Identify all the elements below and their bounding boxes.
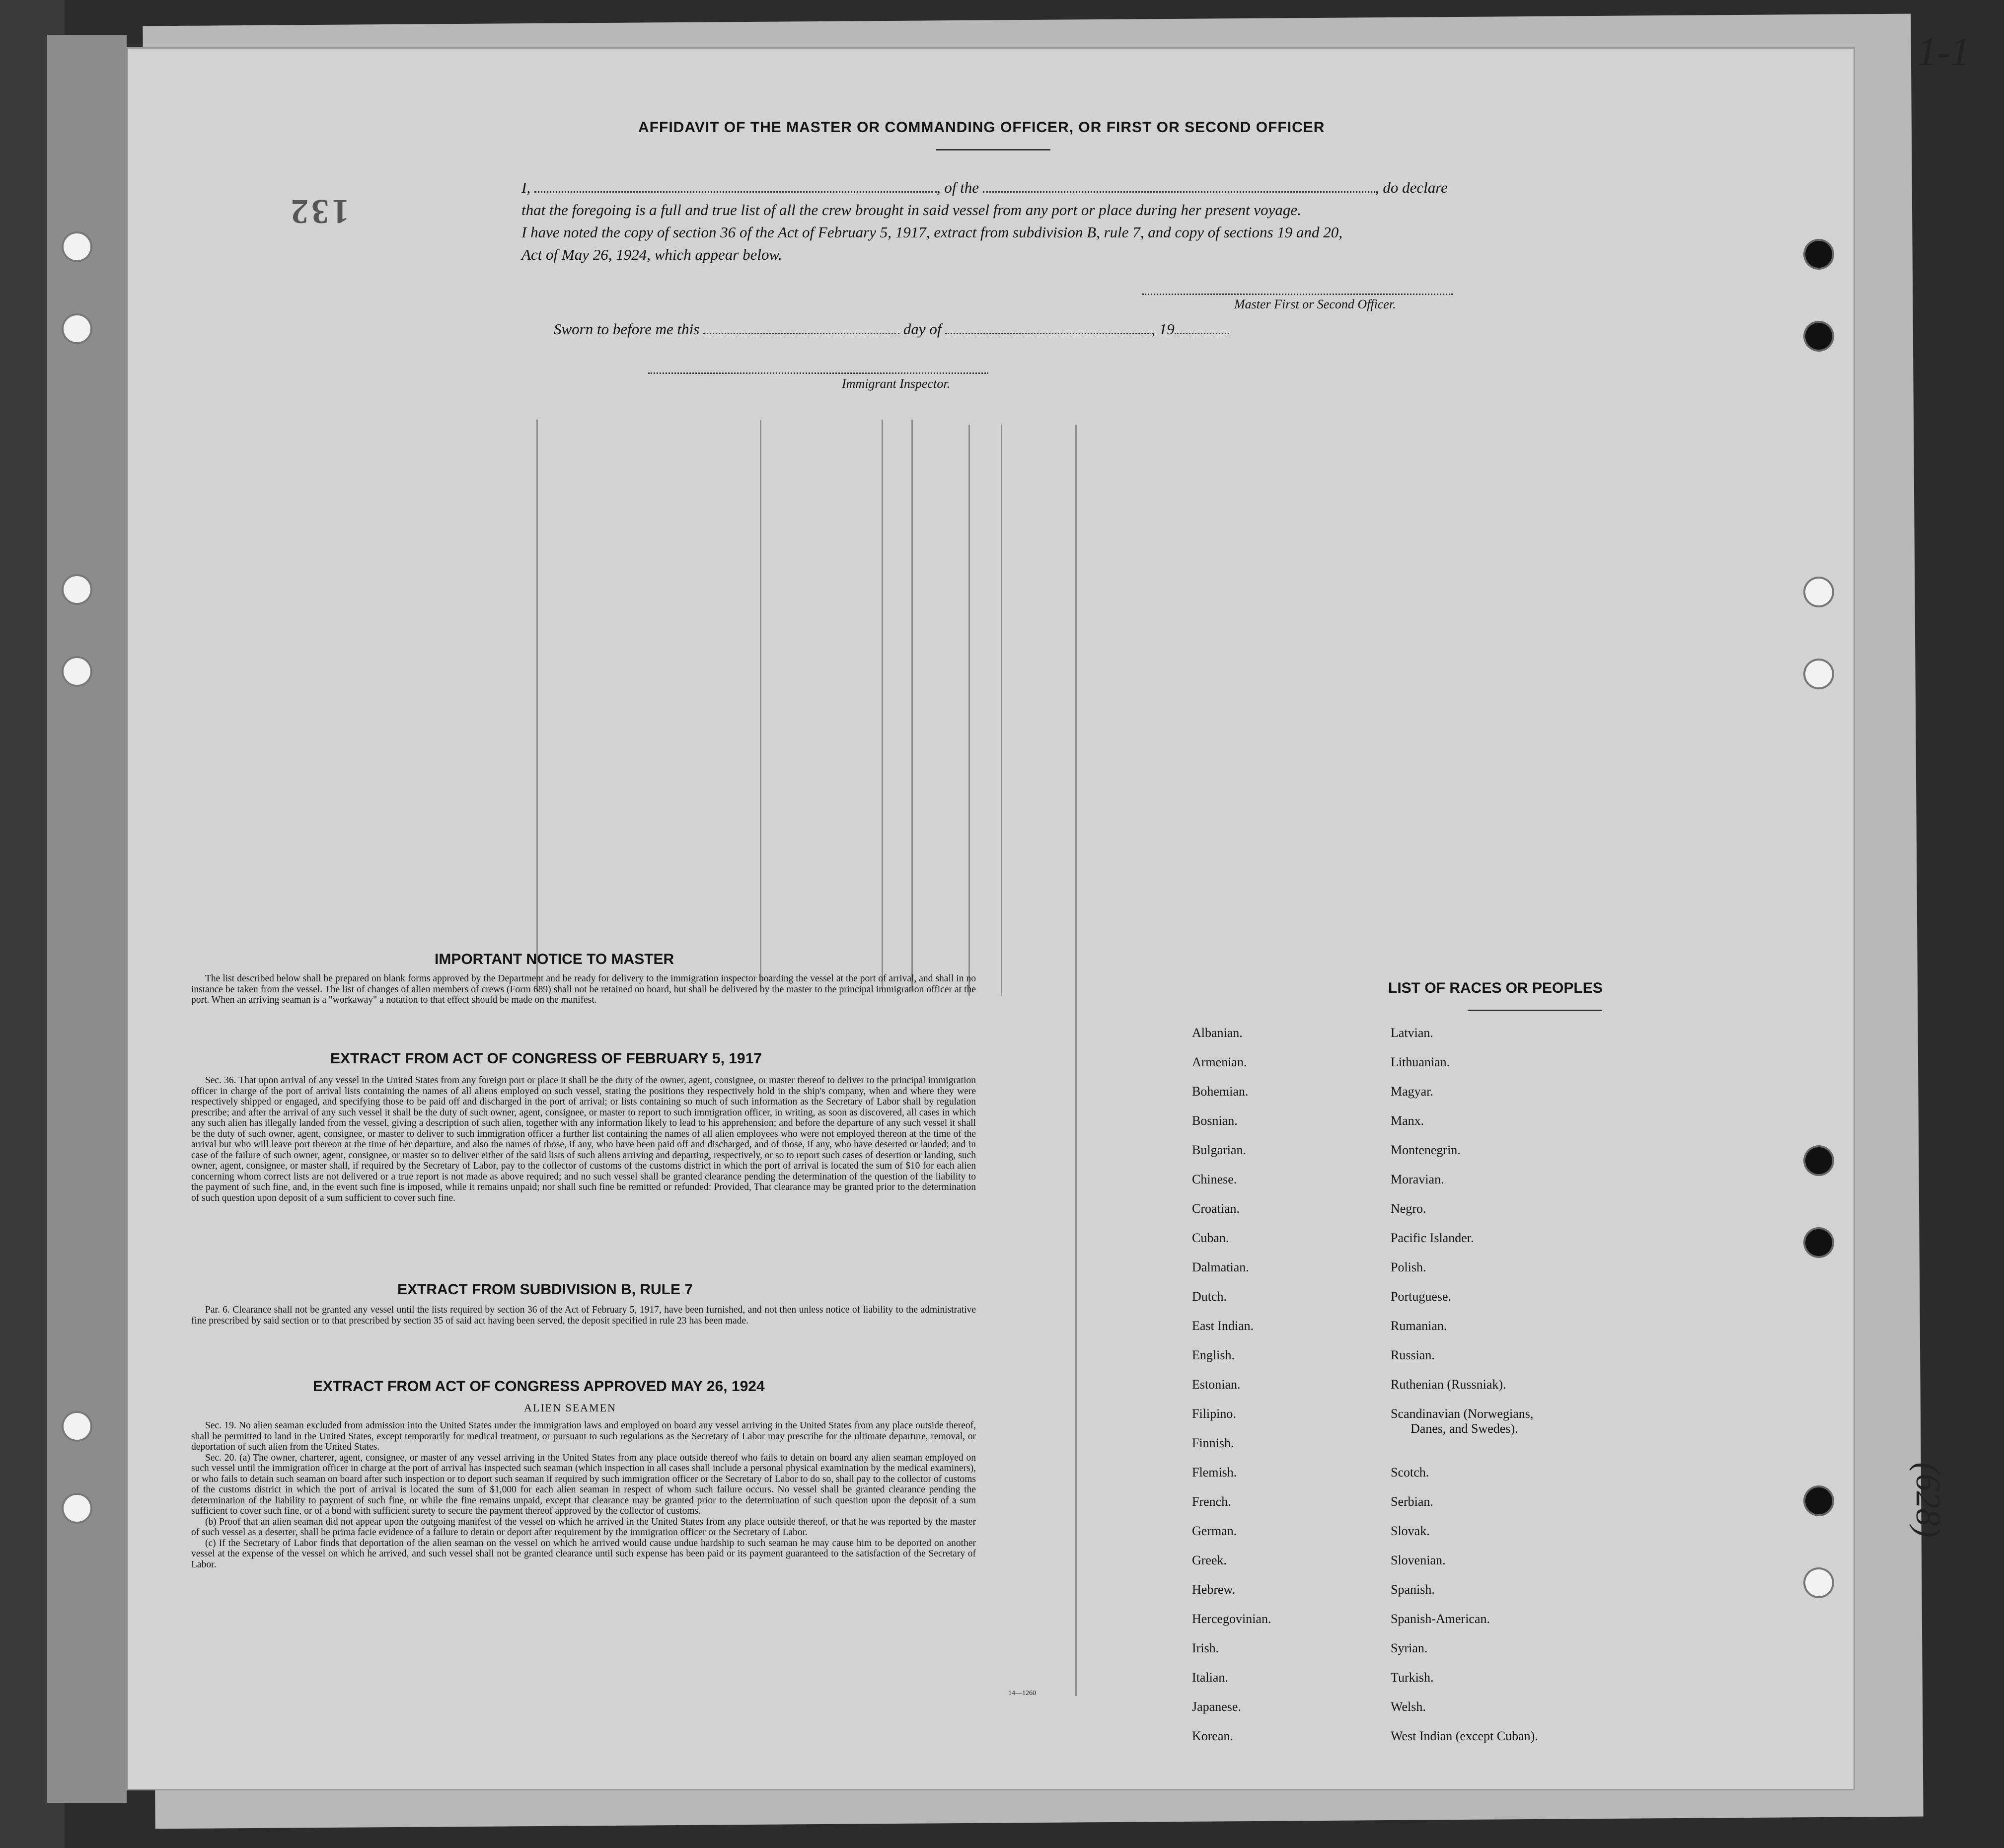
race-left-item: East Indian.	[1192, 1319, 1254, 1333]
column-line	[1075, 425, 1077, 1696]
affidavit-of-the: , of the	[936, 179, 979, 196]
race-left-item: French.	[1192, 1494, 1231, 1509]
binder-hole	[64, 576, 90, 603]
affidavit-line-1	[521, 179, 1448, 197]
column-line	[1001, 425, 1002, 996]
page-number: 132	[288, 192, 349, 230]
corner-handwritten-mark: 1-1	[1917, 30, 1970, 74]
race-right-item: Scotch.	[1391, 1465, 1429, 1479]
race-left-item: Filipino.	[1192, 1406, 1236, 1421]
section-19-paragraph: Sec. 19. No alien seaman excluded from admission into the United States under the immigration laws and employed on board any vessel arriving in the United States from any place outside thereof, shall be permitted to land in the United States, except temporarily for medical treatment, or pursuant to such regulations as the Secretary of Labor may prescribe for the ultimate departure, removal, or deportation of such alien from the United States.	[191, 1420, 976, 1452]
race-left-item: Irish.	[1192, 1641, 1219, 1655]
year-blank	[1175, 321, 1229, 334]
race-right-item: Montenegrin.	[1391, 1143, 1461, 1157]
race-left-item: Albanian.	[1192, 1026, 1243, 1040]
races-heading: LIST OF RACES OR PEOPLES	[1388, 980, 1603, 996]
binder-hole	[64, 315, 90, 342]
race-left-item: Finnish.	[1192, 1436, 1234, 1450]
alien-seamen-subheading: ALIEN SEAMEN	[524, 1402, 616, 1414]
binder-hole	[1805, 661, 1832, 687]
race-right-item: Syrian.	[1391, 1641, 1428, 1655]
race-right-item: Scandinavian (Norwegians,	[1391, 1406, 1534, 1421]
binder-hole	[64, 1495, 90, 1522]
binder-hole	[1805, 1147, 1832, 1174]
section-20b-paragraph: (b) Proof that an alien seaman did not appear upon the outgoing manifest of the vessel on which he arrived in the United States from any place outside thereof, or that he was reported by the master of such vessel as a deserter, shall be prima facie evidence of a failure to detain or deport after requirement by the immigration officer or the Secretary of Labor.	[191, 1516, 976, 1538]
column-line	[911, 420, 913, 991]
column-line	[760, 420, 761, 991]
document-page	[127, 47, 1855, 1790]
master-caption: Master First or Second Officer.	[1234, 297, 1396, 311]
inspector-caption: Immigrant Inspector.	[842, 376, 951, 391]
affidavit-line-3: I have noted the copy of section 36 of the Act of February 5, 1917, extract from subdivision B, rule 7, and copy of sections 19 and 20,	[521, 223, 1343, 241]
affidavit-line-4: Act of May 26, 1924, which appear below.	[521, 246, 782, 263]
race-right-item: Magyar.	[1391, 1084, 1433, 1099]
race-left-item: Italian.	[1192, 1670, 1228, 1685]
form-number: 14—1260	[1008, 1690, 1036, 1697]
race-left-item: Cuban.	[1192, 1231, 1229, 1245]
extract-1917-heading: EXTRACT FROM ACT OF CONGRESS OF FEBRUARY 5, 1917	[330, 1050, 762, 1067]
extract-1924-text	[191, 1420, 976, 1570]
race-left-item: Chinese.	[1192, 1172, 1237, 1186]
race-right-item: Lithuanian.	[1391, 1055, 1450, 1069]
race-left-item: Flemish.	[1192, 1465, 1237, 1479]
race-right-item: Danes, and Swedes).	[1410, 1421, 1518, 1436]
race-left-item: Japanese.	[1192, 1700, 1241, 1714]
rule-7-paragraph: Par. 6. Clearance shall not be granted any vessel until the lists required by section 36 of the Act of February 5, 1917, have been furnished, and not then unless notice of liability to the administrative fine prescribed by said section or to that prescribed by section 35 of said act having been served, the deposit specified in rule 23 has been made.	[191, 1305, 976, 1326]
section-20c-paragraph: (c) If the Secretary of Labor finds that deportation of the alien seaman on the vessel on which he arrived would cause undue hardship to such seaman he may cause him to be deported on another vessel at the expense of the vessel on which he arrived, and such vessel shall not be granted clearance until such expense has been paid or its payment guaranteed to the satisfaction of the Secretary of Labor.	[191, 1538, 976, 1570]
race-left-item: Bosnian.	[1192, 1113, 1238, 1128]
side-handwritten-mark: (628)	[1908, 1462, 1947, 1538]
column-line	[882, 420, 883, 991]
binding-strip	[47, 35, 127, 1803]
race-right-item: Manx.	[1391, 1113, 1424, 1128]
race-right-item: Welsh.	[1391, 1700, 1426, 1714]
subdivision-heading: EXTRACT FROM SUBDIVISION B, RULE 7	[397, 1281, 693, 1298]
vessel-blank	[983, 179, 1375, 193]
master-signature-line	[1142, 294, 1453, 295]
race-right-item: Moravian.	[1391, 1172, 1444, 1186]
name-blank	[534, 179, 937, 193]
column-line	[536, 420, 538, 991]
extract-1924-heading: EXTRACT FROM ACT OF CONGRESS APPROVED MAY 26, 1924	[313, 1378, 765, 1395]
section-20a-paragraph: Sec. 20. (a) The owner, charterer, agent, consignee, or master of any vessel arriving in the United States from any place outside thereof who fails to detain on board any alien seaman employed on such vessel until the immigration officer in charge at the port of arrival has inspected such seaman (which inspection in all cases shall include a personal physical examination by the medical examiners), or who fails to detain such seaman on board after such inspection or to deport such seaman if required by such immigration officer or the Secretary of Labor to do so, shall pay to the collector of customs of the customs district in which the port of arrival is located the sum of $1,000 for each alien seaman in respect of whom such failure occurs. No vessel shall be granted clearance pending the determination of the liability to payment of such fine, or while the fine remains unpaid, except that clearance may be granted prior to the determination of such question upon the deposit of a sum sufficient to cover such fine, or of a bond with sufficient surety to secure the payment thereof approved by the collector of customs.	[191, 1452, 976, 1516]
section-36-paragraph: Sec. 36. That upon arrival of any vessel in the United States from any foreign port or place it shall be the duty of the owner, agent, consignee, or master thereof to deliver to the principal immigration officer in charge of the port of arrival lists containing the names of all aliens employed on such vessel, stating the positions they respectively hold in the ship's company, when and where they were respectively shipped or engaged, and specifying those to be paid off and discharged in the port of arrival; or lists containing so much of such information as the Secretary of Labor shall by regulation prescribe; and after the arrival of any such vessel it shall be the duty of such owner, agent, consignee, or master to report to such immigration officer, in writing, as soon as discovered, all cases in which any such alien has illegally landed from the vessel, giving a description of such alien, together with any information likely to lead to his apprehension; and before the departure of any such vessel it shall be the duty of such owner, agent, consignee, or master to deliver to such immigration officer a further list containing the names of all alien employees who were not employed thereon at the time of the arrival but who will leave port thereon at the time of her departure, and also the names of those, if any, who have been paid off and discharged, and of those, if any, who have deserted or landed; and in case of the failure of such owner, agent, consignee, or master so to deliver either of the said lists of such aliens arriving and departing, respectively, or so to report such cases of desertion or landing, such owner, agent, consignee, or master shall, if required by the Secretary of Labor, pay to the collector of customs of the customs district in which the port of arrival is located the sum of $10 for each alien concerning whom correct lists are not delivered or a true report is not made as above required; and no such vessel shall be granted clearance pending the determination of the question of the liability to the payment of such fine, and, in the event such fine is imposed, while it remains unpaid; nor shall such fine be remitted or refunded: Provided, That clearance may be granted prior to the determination of such question upon deposit of a sum sufficient to cover such fine.	[191, 1075, 976, 1203]
notice-heading: IMPORTANT NOTICE TO MASTER	[435, 951, 674, 967]
race-right-item: Turkish.	[1391, 1670, 1434, 1685]
binder-hole	[1805, 1229, 1832, 1256]
affidavit-title: AFFIDAVIT OF THE MASTER OR COMMANDING OFFICER, OR FIRST OR SECOND OFFICER	[638, 119, 1325, 136]
inspector-signature-line	[648, 372, 988, 374]
race-right-item: Slovak.	[1391, 1524, 1430, 1538]
notice-text	[191, 973, 976, 1006]
race-right-item: West Indian (except Cuban).	[1391, 1729, 1538, 1743]
race-right-item: Portuguese.	[1391, 1289, 1452, 1304]
notice-paragraph: The list described below shall be prepared on blank forms approved by the Department and be ready for delivery to the immigration inspector boarding the vessel at the port of arrival, and shall in no instance be taken from the vessel. The list of changes of alien members of crews (Form 689) shall not be retained on board, but shall be delivered by the master to the principal immigration officer at the port. When an arriving seaman is a "workaway" a notation to that effect should be made on the manifest.	[191, 973, 976, 1005]
binder-hole	[64, 233, 90, 260]
race-right-item: Ruthenian (Russniak).	[1391, 1377, 1506, 1392]
affidavit-i: I,	[521, 179, 531, 196]
race-left-item: Dutch.	[1192, 1289, 1227, 1304]
sworn-text: Sworn to before me this	[554, 320, 700, 338]
binder-hole	[1805, 323, 1832, 350]
column-line	[968, 425, 970, 996]
sworn-line	[554, 320, 1229, 338]
affidavit-line-2: that the foregoing is a full and true list of all the crew brought in said vessel from any port or place during her present voyage.	[521, 201, 1301, 219]
race-right-item: Rumanian.	[1391, 1319, 1447, 1333]
race-left-item: German.	[1192, 1524, 1237, 1538]
extract-1917-text	[191, 1075, 976, 1203]
binder-hole	[64, 658, 90, 685]
race-left-item: Hercegovinian.	[1192, 1612, 1271, 1626]
race-right-item: Pacific Islander.	[1391, 1231, 1474, 1245]
race-left-item: English.	[1192, 1348, 1235, 1362]
race-left-item: Croatian.	[1192, 1201, 1240, 1216]
race-left-item: Greek.	[1192, 1553, 1227, 1567]
race-right-item: Russian.	[1391, 1348, 1435, 1362]
binder-hole	[1805, 579, 1832, 605]
race-right-item: Spanish-American.	[1391, 1612, 1490, 1626]
race-right-item: Serbian.	[1391, 1494, 1433, 1509]
subdivision-text	[191, 1305, 976, 1326]
day-blank	[703, 321, 899, 334]
race-left-item: Korean.	[1192, 1729, 1234, 1743]
race-left-item: Hebrew.	[1192, 1582, 1236, 1597]
day-of-text: day of	[903, 320, 942, 338]
race-left-item: Armenian.	[1192, 1055, 1247, 1069]
race-right-item: Negro.	[1391, 1201, 1426, 1216]
race-left-item: Estonian.	[1192, 1377, 1241, 1392]
race-right-item: Spanish.	[1391, 1582, 1435, 1597]
race-left-item: Dalmatian.	[1192, 1260, 1249, 1274]
binder-hole	[1805, 1487, 1832, 1514]
title-rule	[936, 149, 1050, 150]
binder-hole	[64, 1413, 90, 1440]
race-left-item: Bohemian.	[1192, 1084, 1249, 1099]
race-right-item: Latvian.	[1391, 1026, 1433, 1040]
race-right-item: Slovenian.	[1391, 1553, 1446, 1567]
affidavit-do-declare: , do declare	[1375, 179, 1448, 196]
binder-hole	[1805, 1569, 1832, 1596]
race-right-item: Polish.	[1391, 1260, 1426, 1274]
month-blank	[945, 321, 1151, 334]
year-prefix: , 19	[1151, 320, 1175, 338]
race-left-item: Bulgarian.	[1192, 1143, 1247, 1157]
races-rule	[1468, 1010, 1602, 1011]
binder-hole	[1805, 241, 1832, 268]
